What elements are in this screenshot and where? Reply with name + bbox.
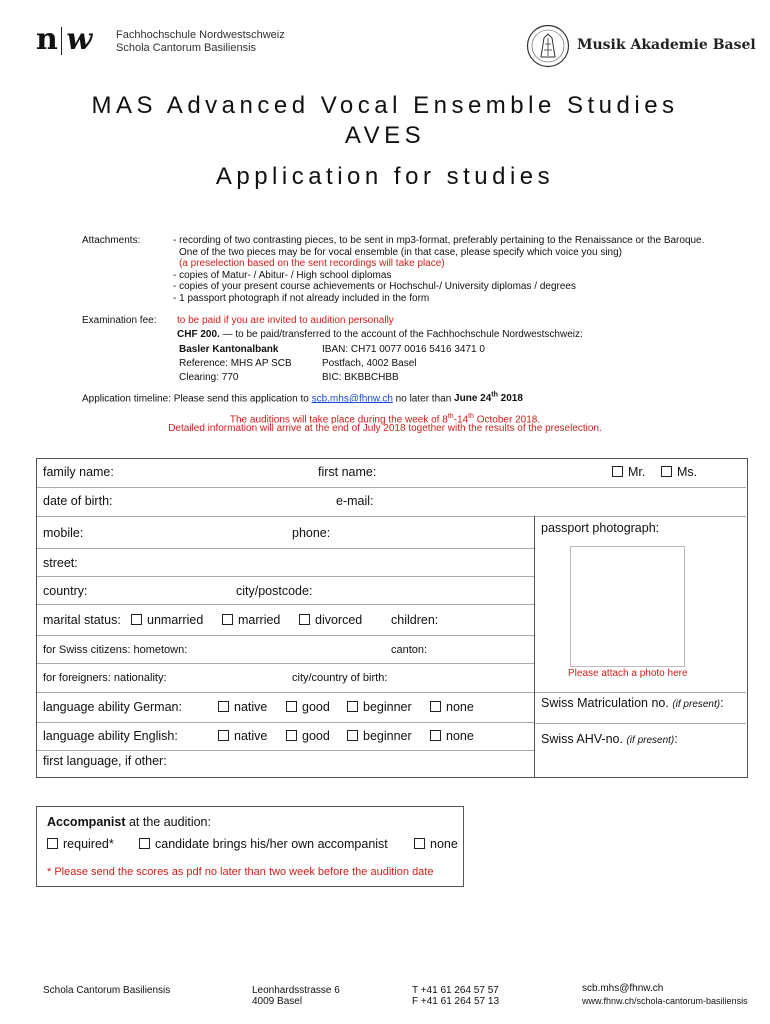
footer-street: Leonhardsstrasse 6 [252, 985, 340, 996]
mr-option[interactable] [612, 465, 645, 479]
german-none-checkbox[interactable] [430, 701, 441, 712]
row-divider [37, 604, 534, 605]
logo-n: n [36, 22, 57, 57]
english-none-option[interactable] [430, 729, 474, 743]
none-label: none [446, 729, 474, 743]
ms-label: Ms. [677, 465, 698, 479]
logo-w: w [66, 22, 92, 57]
english-good-checkbox[interactable] [286, 730, 297, 741]
week-a: The auditions will take place during the week of 8 [229, 414, 448, 426]
row-divider [535, 723, 746, 724]
attachments-list [173, 235, 704, 304]
footer-tel: T +41 61 264 57 57 [412, 985, 499, 996]
swiss-hometown-label: for Swiss citizens: hometown: [43, 644, 188, 656]
none-label: none [446, 700, 474, 714]
ahv-field: Swiss AHV-no. (if present): [541, 732, 678, 746]
german-beginner-checkbox[interactable] [347, 701, 358, 712]
english-beginner-checkbox[interactable] [347, 730, 358, 741]
row-divider [37, 722, 534, 723]
fee-label: Examination fee: [82, 315, 157, 326]
column-divider [534, 516, 535, 777]
date-of-birth-label: date of birth: [43, 494, 113, 508]
bank-details-left [179, 343, 292, 385]
english-beginner-option[interactable] [347, 729, 412, 743]
german-native-option[interactable] [218, 700, 267, 714]
own-accompanist-checkbox[interactable] [139, 838, 150, 849]
attachment-line-1: - recording of two contrasting pieces, to be sent in mp3-format, preferably pertaining to the Renaissance or the Baroque. [173, 235, 705, 246]
ms-option[interactable] [661, 465, 697, 479]
application-timeline [82, 390, 523, 405]
ahv-label: Swiss AHV-no. [541, 732, 623, 746]
week-sup-1: th [447, 413, 454, 420]
footer-fax: F +41 61 264 57 13 [412, 996, 500, 1007]
row-divider [37, 487, 746, 488]
photo-note: Please attach a photo here [568, 668, 688, 679]
deadline-sup: th [491, 392, 498, 399]
required-label: required* [63, 837, 114, 851]
family-name-label: family name: [43, 465, 114, 479]
divorced-option[interactable] [299, 613, 362, 627]
bank-iban: IBAN: CH71 0077 0016 5416 3471 0 [322, 344, 485, 355]
ahv-note: (if present) [626, 735, 675, 746]
musik-akademie-basel-name: Musik Akademie Basel [577, 37, 756, 53]
accompanist-required-option[interactable] [47, 837, 114, 851]
school-line-1: Fachhochschule Nordwestschweiz [116, 29, 285, 41]
english-none-checkbox[interactable] [430, 730, 441, 741]
required-checkbox[interactable] [47, 838, 58, 849]
attachment-line-5: - copies of your present course achievements or Hochschul-/ University diplomas / degrees [173, 281, 576, 292]
musik-akademie-seal-icon [526, 24, 570, 68]
accompanist-title-bold: Accompanist [47, 815, 126, 829]
preselection-note: Detailed information will arrive at the end of July 2018 together with the results of the preselection. [168, 423, 602, 434]
children-label: children: [391, 613, 439, 627]
good-label: good [302, 700, 330, 714]
married-label: married [238, 613, 281, 627]
footer-address [252, 985, 340, 1007]
city-country-birth-label: city/country of birth: [292, 672, 388, 684]
fee-amount-line [177, 329, 583, 341]
matriculation-label: Swiss Matriculation no. [541, 696, 669, 710]
accompanist-none-label: none [430, 837, 458, 851]
photo-box[interactable] [570, 546, 685, 667]
german-native-checkbox[interactable] [218, 701, 229, 712]
footer-web[interactable]: www.fhnw.ch/schola-cantorum-basiliensis [582, 996, 748, 1006]
week-sup-2: th [468, 413, 474, 420]
street-label: street: [43, 556, 78, 570]
bank-reference: Reference: MHS AP SCB [179, 358, 292, 369]
timeline-deadline [454, 393, 523, 404]
attachments-label: Attachments: [82, 235, 141, 246]
english-good-option[interactable] [286, 729, 330, 743]
marital-status-label: marital status: [43, 613, 121, 627]
footer-school: Schola Cantorum Basiliensis [43, 985, 171, 996]
beginner-label: beginner [363, 700, 412, 714]
unmarried-option[interactable] [131, 613, 203, 627]
row-divider [37, 516, 746, 517]
divorced-label: divorced [315, 613, 363, 627]
good-label: good [302, 729, 330, 743]
logo-divider [61, 27, 63, 55]
timeline-email-link[interactable]: scb.mhs@fhnw.ch [311, 393, 393, 405]
week-b: -14 [453, 414, 469, 426]
mr-checkbox[interactable] [612, 466, 623, 477]
deadline-date: June 24 [454, 393, 492, 405]
matriculation-field: Swiss Matriculation no. (if present): [541, 696, 724, 710]
attachment-line-3: (a preselection based on the sent recordings will take place) [179, 258, 445, 269]
title-line-2: AVES [344, 122, 426, 149]
deadline-year: 2018 [497, 393, 523, 405]
matriculation-note: (if present) [672, 699, 721, 710]
divorced-checkbox[interactable] [299, 614, 310, 625]
unmarried-label: unmarried [147, 613, 204, 627]
bank-clearing: Clearing: 770 [179, 372, 239, 383]
fhnw-logo [36, 22, 91, 57]
fee-note: to be paid if you are invited to audition personally [177, 315, 394, 326]
canton-label: canton: [391, 644, 428, 656]
ms-checkbox[interactable] [661, 466, 672, 477]
scores-note: * Please send the scores as pdf no later than two week before the audition date [47, 866, 434, 878]
german-beginner-option[interactable] [347, 700, 412, 714]
accompanist-own-option[interactable] [139, 837, 388, 851]
footer-email[interactable]: scb.mhs@fhnw.ch [582, 983, 664, 994]
school-name [116, 29, 285, 55]
timeline-text-2: no later than [392, 393, 455, 405]
attachment-line-2: One of the two pieces may be for vocal ensemble (in that case, please specify which voice you sing) [179, 246, 623, 258]
row-divider [37, 635, 534, 636]
german-none-option[interactable] [430, 700, 474, 714]
row-divider [37, 576, 534, 577]
week-c: October 2018. [473, 414, 541, 426]
accompanist-title [47, 815, 211, 829]
english-native-checkbox[interactable] [218, 730, 229, 741]
country-label: country: [43, 584, 88, 598]
mr-label: Mr. [628, 465, 646, 479]
german-good-option[interactable] [286, 700, 330, 714]
school-line-2: Schola Cantorum Basiliensis [116, 42, 257, 54]
bank-name: Basler Kantonalbank [179, 344, 279, 355]
accompanist-none-option[interactable] [414, 837, 458, 851]
native-label: native [234, 700, 268, 714]
beginner-label: beginner [363, 729, 412, 743]
email-label: e-mail: [336, 494, 374, 508]
married-option[interactable] [222, 613, 280, 627]
bank-bic: BIC: BKBBCHBB [322, 372, 399, 383]
row-divider [37, 663, 534, 664]
native-label: native [234, 729, 268, 743]
language-english-label: language ability English: [43, 729, 178, 743]
title-line-1: MAS Advanced Vocal Ensemble Studies [91, 92, 679, 119]
phone-label: phone: [292, 526, 331, 540]
row-divider [37, 750, 534, 751]
row-divider [37, 692, 746, 693]
city-postcode-label: city/postcode: [236, 584, 313, 598]
attachment-line-6: - 1 passport photograph if not already included in the form [173, 292, 430, 304]
title-line-3: Application for studies [215, 163, 555, 190]
own-accompanist-label: candidate brings his/her own accompanist [155, 837, 388, 851]
married-checkbox[interactable] [222, 614, 233, 625]
first-name-label: first name: [318, 465, 377, 479]
footer-phone [412, 985, 499, 1007]
english-native-option[interactable] [218, 729, 267, 743]
unmarried-checkbox[interactable] [131, 614, 142, 625]
timeline-text: Application timeline: Please send this application to [82, 393, 312, 405]
mobile-label: mobile: [43, 526, 84, 540]
footer-contact [582, 983, 748, 1007]
row-divider [37, 548, 534, 549]
fee-amount-rest: — to be paid/transferred to the account of the Fachhochschule Nordwestschweiz: [219, 329, 583, 340]
german-good-checkbox[interactable] [286, 701, 297, 712]
bank-postfach: Postfach, 4002 Basel [322, 358, 417, 369]
fee-amount: CHF 200. [177, 329, 220, 340]
language-german-label: language ability German: [43, 700, 182, 714]
bank-details-right [322, 343, 485, 385]
foreigners-nationality-label: for foreigners: nationality: [43, 672, 167, 684]
first-language-label: first language, if other: [43, 754, 167, 768]
attachment-line-4: - copies of Matur- / Abitur- / High school diplomas [173, 269, 392, 281]
passport-photo-label: passport photograph: [541, 521, 660, 535]
accompanist-title-rest: at the audition: [125, 815, 211, 829]
accompanist-none-checkbox[interactable] [414, 838, 425, 849]
footer-city: 4009 Basel [252, 996, 303, 1007]
